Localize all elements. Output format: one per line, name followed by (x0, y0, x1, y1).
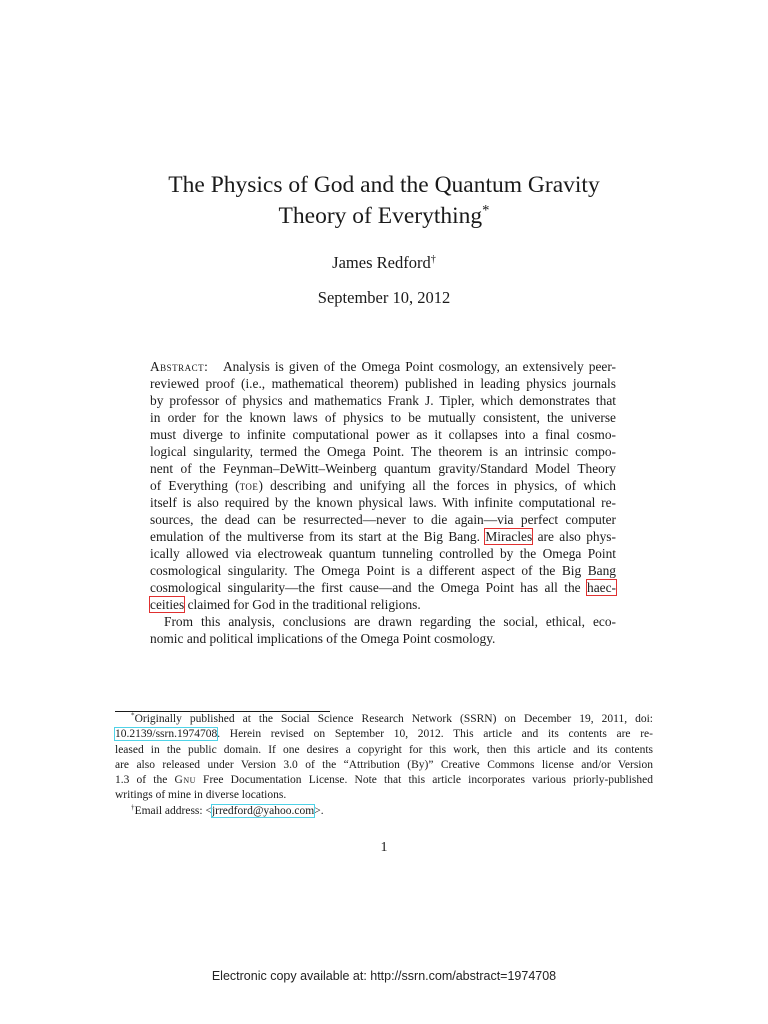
abstract-line: by professor of physics and mathematics Frank J. Tipler, which demonstrates that (150, 393, 616, 408)
page-number: 1 (380, 840, 388, 855)
haecceities-link[interactable]: haec- (587, 580, 616, 595)
paper-title (100, 170, 668, 232)
footnote-mark-dagger: † (131, 803, 135, 812)
doi-link[interactable]: 10.2139/ssrn.1974708 (115, 728, 218, 741)
footnote-mark-star: * (131, 711, 135, 720)
footnote-line: writings of mine in diverse locations. (115, 789, 287, 802)
miracles-link[interactable]: Miracles (485, 529, 533, 544)
toe-abbreviation: toe (239, 478, 259, 493)
footnote-line: †Email address: <jrredford@yahoo.com>. (131, 803, 324, 817)
abstract-line: ically allowed via electroweak quantum tunneling controlled by the Omega Point (150, 546, 616, 561)
author-footnote-mark[interactable]: † (430, 253, 436, 265)
footnote-line: leased in the public domain. If one desires a copyright for this work, then this article and its contents (115, 743, 653, 756)
gnu-abbreviation: Gnu (174, 774, 196, 787)
email-link[interactable]: jrredford@yahoo.com (211, 804, 315, 817)
abstract-line: in order for the known laws of physics to be mutually consistent, the universe (150, 410, 616, 425)
abstract-line: must diverge to infinite computational power as it collapses into a final cosmo- (150, 427, 616, 442)
abstract-line: sources, the dead can be resurrected—never to die again—via perfect computer (150, 512, 616, 527)
abstract-line: From this analysis, conclusions are drawn regarding the social, ethical, eco- (164, 614, 616, 629)
title-line-1: The Physics of God and the Quantum Gravity (168, 172, 600, 198)
abstract-line: nent of the Feynman–DeWitt–Weinberg quantum gravity/Standard Model Theory (150, 461, 616, 476)
abstract-line: of Everything (toe) describing and unifying all the forces in physics, of which (150, 478, 616, 493)
abstract-line: emulation of the multiverse from its start at the Big Bang. Miracles are also phys- (150, 529, 616, 544)
abstract (150, 358, 616, 647)
abstract-line: logical singularity, termed the Omega Point. The theorem is an intrinsic compo- (150, 444, 616, 459)
abstract-line: cosmological singularity. The Omega Point is a different aspect of the Big Bang (150, 563, 616, 578)
abstract-line: reviewed proof (i.e., mathematical theorem) published in leading physics journals (150, 376, 616, 391)
footnote-line: 1.3 of the Gnu Free Documentation License. Note that this article incorporates various priorly-published (115, 774, 653, 787)
abstract-line: itself is also required by the known physical laws. With infinite computational re- (150, 495, 616, 510)
abstract-line: nomic and political implications of the Omega Point cosmology. (150, 631, 496, 646)
author-name: James Redford (332, 253, 431, 272)
title-footnote-mark[interactable]: * (482, 202, 490, 219)
abstract-line: ceities claimed for God in the traditional religions. (150, 597, 421, 612)
author (0, 253, 768, 273)
abstract-label: Abstract: (150, 359, 209, 374)
title-line-2: Theory of Everything* (278, 202, 490, 229)
abstract-line: cosmological singularity—the first cause—and the Omega Point has all the haec- (150, 580, 616, 595)
abstract-line: Abstract: Analysis is given of the Omega Point cosmology, an extensively peer- (150, 359, 616, 374)
footnote-line: are also released under Version 3.0 of the “Attribution (By)” Creative Commons license and/or Version (115, 758, 653, 771)
footnotes (115, 712, 653, 819)
footnote-line: 10.2139/ssrn.1974708. Herein revised on September 10, 2012. This article and its contents are re- (115, 728, 653, 741)
electronic-copy-notice: Electronic copy available at: http://ssrn.com/abstract=1974708 (211, 969, 557, 983)
publication-date: September 10, 2012 (317, 288, 451, 307)
footnote-line: *Originally published at the Social Science Research Network (SSRN) on December 19, 2011, doi: (131, 711, 653, 725)
haecceities-link-continued[interactable]: ceities (150, 597, 185, 612)
